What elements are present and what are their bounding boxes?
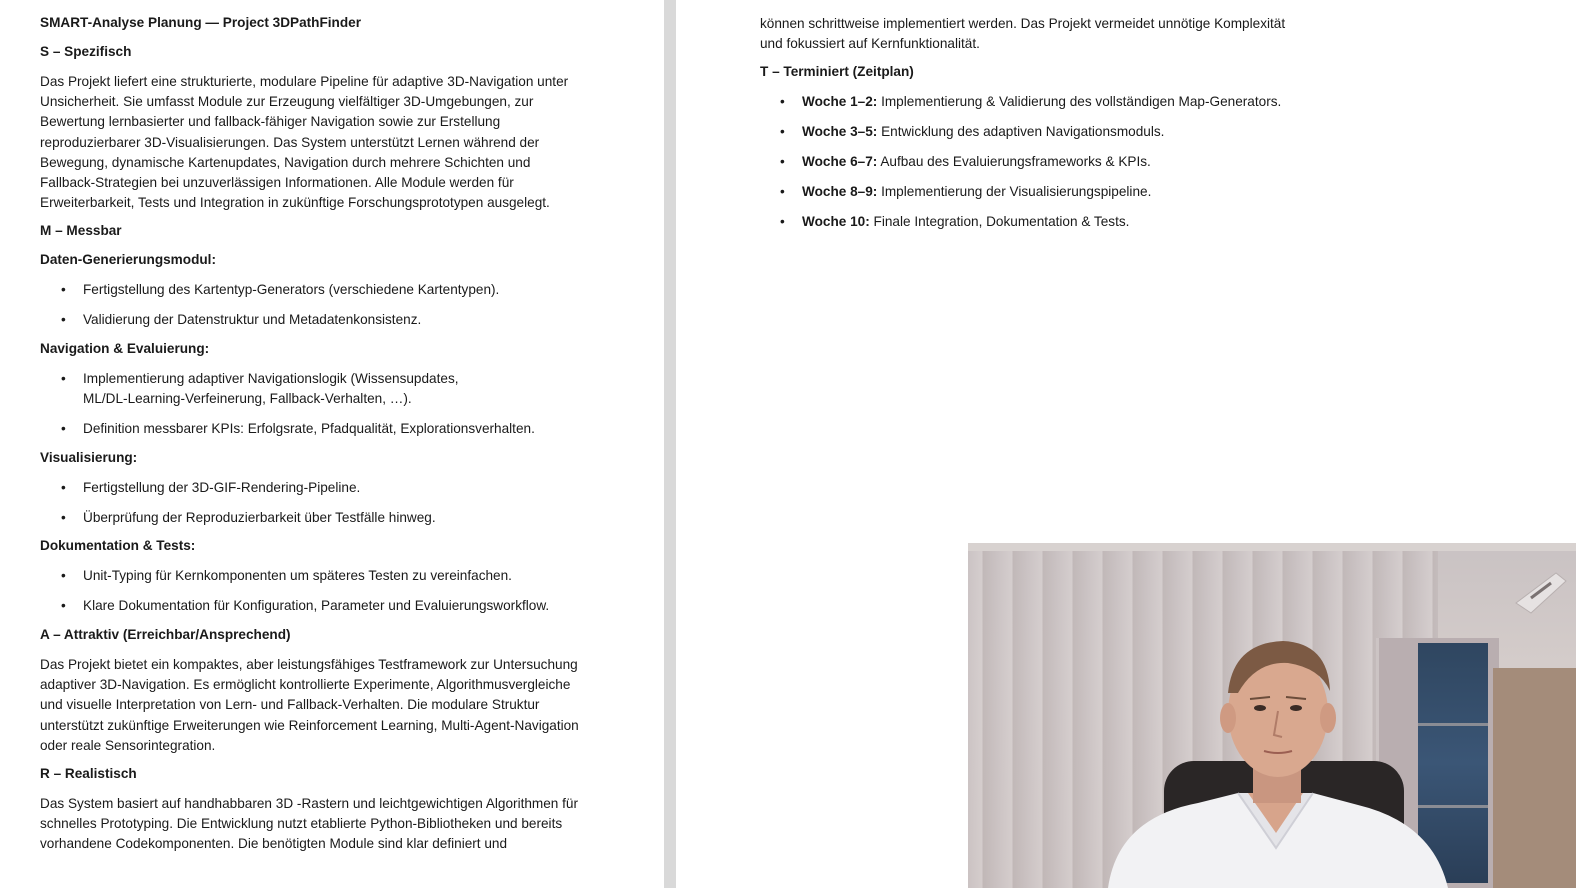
heading-r-realistisch: R – Realistisch [40, 766, 137, 782]
schedule-item [802, 182, 1310, 202]
schedule-item [802, 152, 1310, 172]
schedule-week-text: Entwicklung des adaptiven Navigationsmoduls. [877, 124, 1165, 140]
list-item: • Überprüfung der Reproduzierbarkeit über Testfälle hinweg. [83, 508, 585, 528]
schedule-item [802, 122, 1310, 142]
webcam-wood-cabinet [1493, 668, 1576, 888]
paragraph-spezifisch: Das Projekt liefert eine strukturierte, modulare Pipeline für adaptive 3D-Navigation unter Unsicherheit. Sie umfasst Module zur Erzeugung vielfältiger 3D-Umgebungen, zur Bewertung lernbasierter und fallback-fähiger Navigation sowie zur Erstellung reproduzierbarer 3D-Visualisierungen. Das System unterstützt Lernen während der Bewegung, dynamische Kartenupdates, Navigation durch mehrere Schichten und Fallback-Strategien bei unzuverlässigen Informationen. Alle Module werden für Erweiterbarkeit, Tests und Integration in zukünftige Forschungsprototypen ausgelegt. [40, 74, 569, 211]
subheading-daten-generierung: Daten-Generierungsmodul: [40, 252, 216, 268]
list-item: • Klare Dokumentation für Konfiguration, Parameter und Evaluierungsworkflow. [83, 596, 585, 616]
schedule-week-label: Woche 3–5: [802, 124, 878, 140]
subheading-dokumentation-tests: Dokumentation & Tests: [40, 538, 196, 554]
schedule-week-text: Aufbau des Evaluierungsframeworks & KPIs. [877, 154, 1151, 169]
page-right-content [760, 14, 1310, 241]
bullet-list-daten-generierung [40, 280, 585, 330]
webcam-wall-decoration [1496, 553, 1576, 633]
list-item: • Fertigstellung der 3D-GIF-Rendering-Pipeline. [83, 478, 585, 498]
heading-m-messbar: M – Messbar [40, 223, 122, 239]
schedule-item [802, 212, 1310, 232]
list-item: • Validierung der Datenstruktur und Metadatenkonsistenz. [83, 310, 585, 330]
list-item: • Definition messbarer KPIs: Erfolgsrate, Pfadqualität, Explorationsverhalten. [83, 419, 585, 439]
list-item: • Unit-Typing für Kernkomponenten um späteres Testen zu vereinfachen. [83, 566, 585, 586]
schedule-week-label: Woche 6–7: [802, 154, 878, 169]
list-item: • Implementierung adaptiver Navigationslogik (Wissensupdates, ML/DL-Learning-Verfeinerung, Fallback-Verhalten, …). [83, 369, 585, 409]
heading-a-attraktiv: A – Attraktiv (Erreichbar/Ansprechend) [40, 627, 291, 642]
webcam-overlay [968, 543, 1576, 888]
schedule-week-label: Woche 1–2: [802, 94, 878, 110]
webcam-ceiling [968, 543, 1576, 551]
schedule-week-text: Implementierung & Validierung des vollständigen Map-Generators. [877, 94, 1282, 110]
schedule-week-text: Implementierung der Visualisierungspipeline. [877, 183, 1152, 199]
page-gutter [664, 0, 676, 888]
bullet-list-navigation-evaluierung [40, 369, 585, 439]
heading-t-terminiert: T – Terminiert (Zeitplan) [760, 64, 914, 80]
schedule-item [802, 92, 1310, 112]
paragraph-realistisch: Das System basiert auf handhabbaren 3D -Rastern und leichtgewichtigen Algorithmen für schnelles Prototyping. Die Entwicklung nutzt etablierte Python-Bibliotheken und bereits vorhandene Codekomponenten. Die benötigten Module sind klar definiert und [40, 796, 579, 852]
webcam-person [1088, 633, 1468, 888]
heading-s-spezifisch: S – Spezifisch [40, 44, 132, 59]
subheading-navigation-evaluierung: Navigation & Evaluierung: [40, 341, 210, 357]
schedule-list [760, 92, 1310, 231]
list-item: • Fertigstellung des Kartentyp-Generators (verschiedene Kartentypen). [83, 280, 585, 300]
document-title: SMART-Analyse Planung — Project 3DPathFinder [40, 15, 362, 30]
schedule-week-label: Woche 8–9: [802, 183, 878, 199]
bullet-list-visualisierung [40, 478, 585, 528]
bullet-list-dokumentation-tests [40, 566, 585, 616]
schedule-week-label: Woche 10: [802, 213, 870, 229]
paragraph-attraktiv: Das Projekt bietet ein kompaktes, aber leistungsfähiges Testframework zur Untersuchung adaptiver 3D-Navigation. Es ermöglicht kontrollierte Experimente, Algorithmusvergleiche und visuelle Interpretation von Lern- und Fallback-Verhalten. Die modulare Struktur unterstützt zukünftige Erweiterungen wie Reinforcement Learning, Multi-Agent-Navigation oder reale Sensorintegration. [40, 657, 579, 753]
document-page-left [0, 0, 664, 888]
schedule-week-text: Finale Integration, Dokumentation & Tests. [869, 213, 1130, 229]
page-left-content [40, 14, 585, 864]
paragraph-realistisch-continuation: können schrittweise implementiert werden. Das Projekt vermeidet unnötige Komplexität und fokussiert auf Kernfunktionalität. [760, 16, 1286, 52]
subheading-visualisierung: Visualisierung: [40, 449, 138, 465]
